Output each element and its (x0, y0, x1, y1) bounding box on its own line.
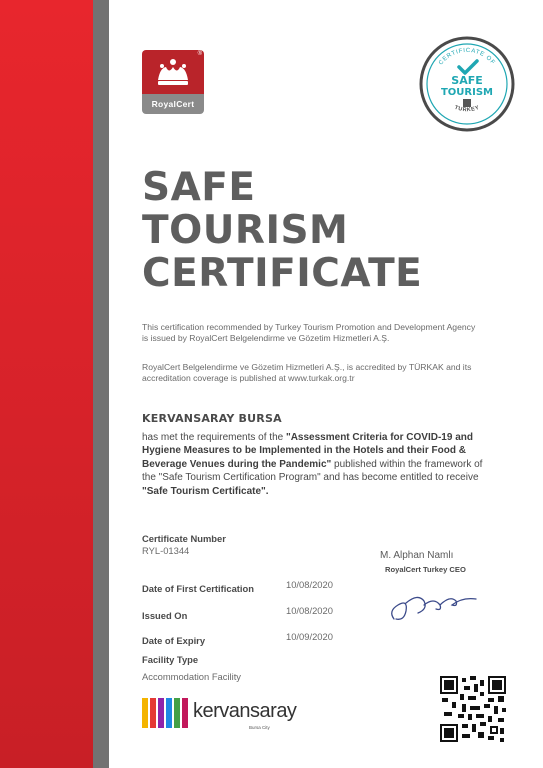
statement-part1: has met the requirements of the (142, 432, 286, 443)
certificate-number-label: Certificate Number (142, 533, 226, 544)
brand-stripes (142, 698, 190, 728)
first-certification-label: Date of First Certification (142, 583, 254, 594)
first-certification-date: 10/08/2020 (286, 579, 333, 590)
facility-type: Accommodation Facility (142, 671, 241, 682)
issued-on-label: Issued On (142, 610, 188, 621)
accreditation-paragraph: RoyalCert Belgelendirme ve Gözetim Hizmetleri A.Ş., is accredited by TÜRKAK and its accreditation coverage is published at www.turkak.org.tr (142, 362, 472, 384)
red-side-band (0, 0, 93, 768)
seal-line1: SAFE (451, 74, 483, 87)
grey-side-band (93, 0, 109, 768)
statement-certificate: "Safe Tourism Certificate". (142, 485, 269, 497)
royalcert-logo (142, 50, 204, 114)
brand-sub: Bursa City (249, 725, 270, 730)
facility-type-label: Facility Type (142, 654, 199, 665)
kervansaray-logo (142, 698, 297, 738)
statement-part2: published within the framework of the "Safe Tourism Certification Program" and has become entitled to receive (142, 458, 483, 484)
expiry-date: 10/09/2020 (286, 631, 333, 642)
certification-statement (142, 431, 487, 498)
seal-bottom-arc: TURKEY (453, 104, 481, 114)
intro-paragraph: This certification recommended by Turkey Tourism Promotion and Development Agency is issued by RoyalCert Belgelendirme ve Gözetim Hizmetleri A.Ş. (142, 322, 476, 344)
signature-image (384, 583, 480, 627)
certificate-title (142, 166, 522, 295)
seal-top-arc: CERTIFICATE OF (438, 47, 496, 67)
safe-tourism-seal (419, 36, 515, 132)
seal-emblem-icon (463, 99, 471, 107)
statement-criteria: "Assessment Criteria for COVID-19 and Hygiene Measures to be Implemented in the Hotels and their Food & Beverage Venues during the Pandemic" (142, 432, 473, 470)
certificate-number: RYL-01344 (142, 545, 190, 556)
qr-code (440, 676, 506, 742)
title-line-1: SAFE (142, 165, 256, 210)
expiry-label: Date of Expiry (142, 635, 206, 646)
registered-mark: ® (197, 51, 202, 57)
royalcert-wordmark: RoyalCert (142, 94, 204, 114)
brand-name: kervansaray (193, 700, 297, 722)
title-line-2: TOURISM (142, 208, 349, 253)
signatory-name: M. Alphan Namlı (380, 550, 454, 561)
organization-name: KERVANSARAY BURSA (142, 412, 282, 425)
issued-on-date: 10/08/2020 (286, 605, 333, 616)
seal-line2: TOURISM (440, 87, 494, 98)
crown-icon (142, 50, 204, 94)
signatory-role: RoyalCert Turkey CEO (385, 565, 466, 574)
title-line-3: CERTIFICATE (142, 251, 423, 296)
